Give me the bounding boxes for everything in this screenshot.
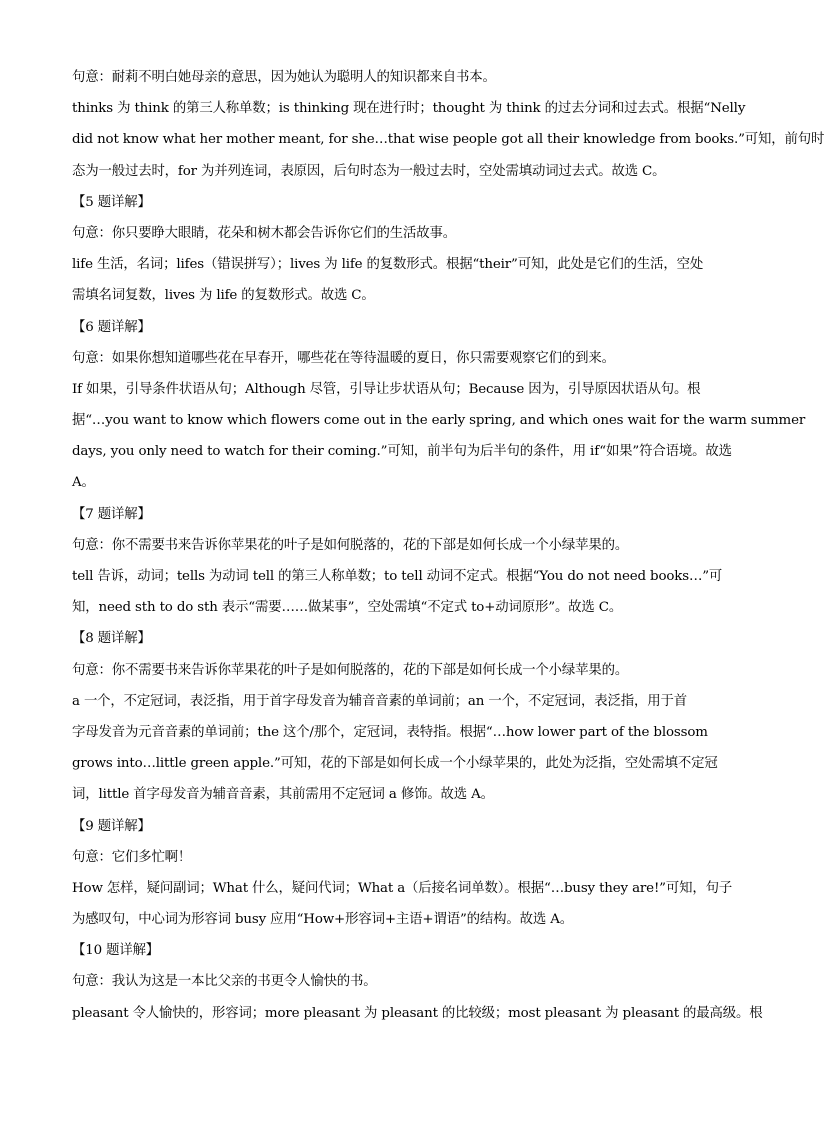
text-line: 句意：我认为这是一本比父亲的书更令人愉快的书。 — [72, 974, 377, 990]
text-line: 句意：它们多忙啊！ — [72, 849, 192, 865]
text-line: tell 告诉，动词；tells 为动词 tell 的第三人称单数；to tell 动词不定式。根据“You do not need books…”可 — [72, 569, 723, 584]
text-line: A。 — [72, 475, 95, 491]
text-line: 词，little 首字母发音为辅音音素，其前需用不定冠词 a 修饰。故选 A。 — [72, 787, 494, 803]
text-line: did not know what her mother meant, for she…that wise people got all their knowledge from books.”可知，前句时 — [72, 132, 824, 148]
section-heading: 【8 题详解】 — [72, 631, 151, 647]
text-line: grows into…little green apple.”可知，花的下部是如何长成一个小绿苹果的，此处为泛指，空处需填不定冠 — [72, 756, 718, 772]
text-line: pleasant 令人愉快的，形容词；more pleasant 为 pleasant 的比较级；most pleasant 为 pleasant 的最高级。根 — [72, 1005, 763, 1021]
text-line: If 如果，引导条件状语从句；Although 尽管，引导让步状语从句；Because 因为，引导原因状语从句。根 — [72, 381, 701, 397]
text-line: 需填名词复数，lives 为 life 的复数形式。故选 C。 — [72, 288, 375, 304]
text-line: 态为一般过去时，for 为并列连词，表原因，后句时态为一般过去时，空处需填动词过去式。故选 C。 — [72, 163, 666, 179]
text-line: 句意：你只要睁大眼睛，花朵和树木都会告诉你它们的生活故事。 — [72, 225, 456, 241]
text-line: 为感叹句，中心词为形容词 busy 应用“How+形容词+主语+谓语”的结构。故选 A。 — [72, 912, 573, 928]
section-heading: 【7 题详解】 — [72, 506, 151, 522]
section-heading: 【5 题详解】 — [72, 194, 151, 210]
text-line: thinks 为 think 的第三人称单数；is thinking 现在进行时；thought 为 think 的过去分词和过去式。根据“Nelly — [72, 101, 746, 117]
section-heading: 【9 题详解】 — [72, 818, 151, 834]
text-line: 句意：你不需要书来告诉你苹果花的叶子是如何脱落的，花的下部是如何长成一个小绿苹果的。 — [72, 537, 629, 553]
section-heading: 【10 题详解】 — [72, 943, 160, 959]
text-line: life 生活，名词；lifes（错误拼写）；lives 为 life 的复数形式。根据“their”可知，此处是它们的生活，空处 — [72, 257, 704, 273]
text-line: 句意：你不需要书来告诉你苹果花的叶子是如何脱落的，花的下部是如何长成一个小绿苹果的。 — [72, 662, 629, 678]
text-line: How 怎样，疑问副词；What 什么，疑问代词；What a（后接名词单数）。根据“…busy they are!”可知，句子 — [72, 880, 733, 896]
text-line: 据“…you want to know which flowers come out in the early spring, and which ones wait for the warm summer — [72, 413, 806, 429]
text-line: 字母发音为元音音素的单词前；the 这个/那个，定冠词，表特指。根据“…how lower part of the blossom — [72, 724, 708, 740]
text-line: 句意：如果你想知道哪些花在早春开，哪些花在等待温暖的夏日，你只需要观察它们的到来。 — [72, 350, 615, 366]
text-line: 知，need sth to do sth 表示“需要……做某事”，空处需填“不定式 to+动词原形”。故选 C。 — [72, 600, 623, 616]
text-line: 句意：耐莉不明白她母亲的意思，因为她认为聪明人的知识都来自书本。 — [72, 70, 496, 85]
text-column — [72, 62, 824, 1029]
text-line: a 一个，不定冠词，表泛指，用于首字母发音为辅音音素的单词前；an 一个，不定冠词，表泛指，用于首 — [72, 693, 687, 709]
text-line: days, you only need to watch for their coming.”可知，前半句为后半句的条件，用 if“如果”符合语境。故选 — [72, 444, 732, 460]
section-heading: 【6 题详解】 — [72, 319, 151, 335]
